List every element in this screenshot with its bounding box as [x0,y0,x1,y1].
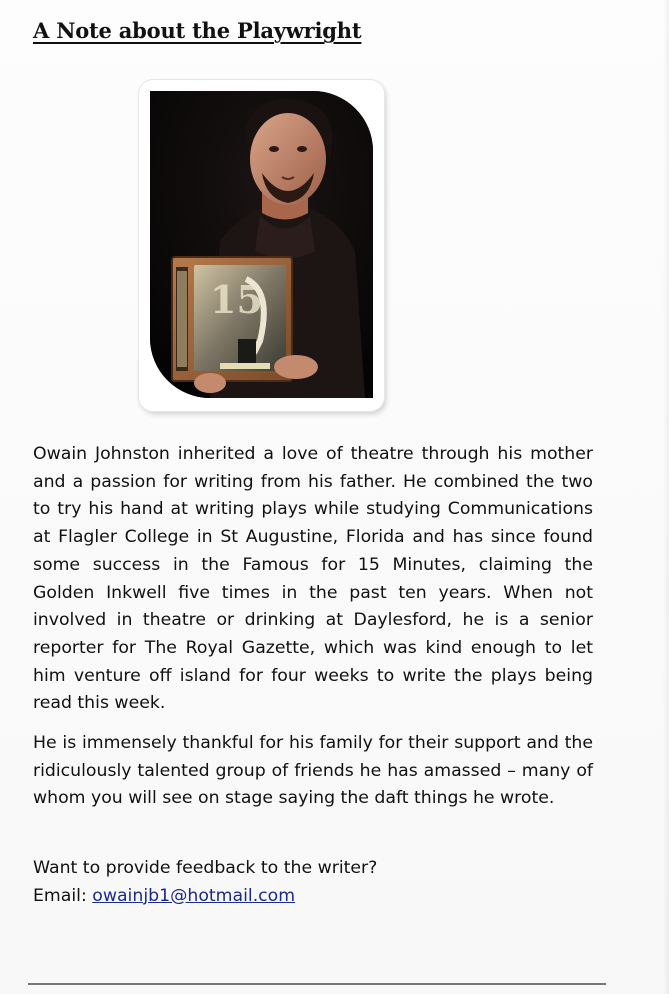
bottom-divider [28,983,606,985]
feedback-prompt: Want to provide feedback to the writer? [33,858,378,878]
email-link[interactable]: owainjb1@hotmail.com [92,885,296,906]
feedback-contact [33,855,593,910]
playwright-portrait-photo [150,91,373,398]
bio-paragraph: He is immensely thankful for his family for their support and the ridiculously talented group of friends he has amassed – many of whom you will see on stage saying the daft things he wrote. [33,733,593,809]
scan-edge-shadow [663,0,669,994]
playwright-bio [33,441,593,825]
bio-paragraph: Owain Johnston inherited a love of theatre through his mother and a passion for writing from his father. He combined the two to try his hand at writing plays while studying Communications at Flagler College in St Augustine, Florida and has since found some success in the Famous for 15 Minutes, claiming the Golden Inkwell five times in the past ten years. When not involved in theatre or drinking at Daylesford, he is a senior reporter for The Royal Gazette, which was kind enough to let him venture off island for four weeks to write the plays being read this week. [33,444,593,714]
photo-frame [139,80,384,411]
email-line [33,883,593,911]
svg-text:15: 15 [210,277,263,322]
email-label: Email: [33,885,93,906]
page-title: A Note about the Playwright [33,18,362,43]
